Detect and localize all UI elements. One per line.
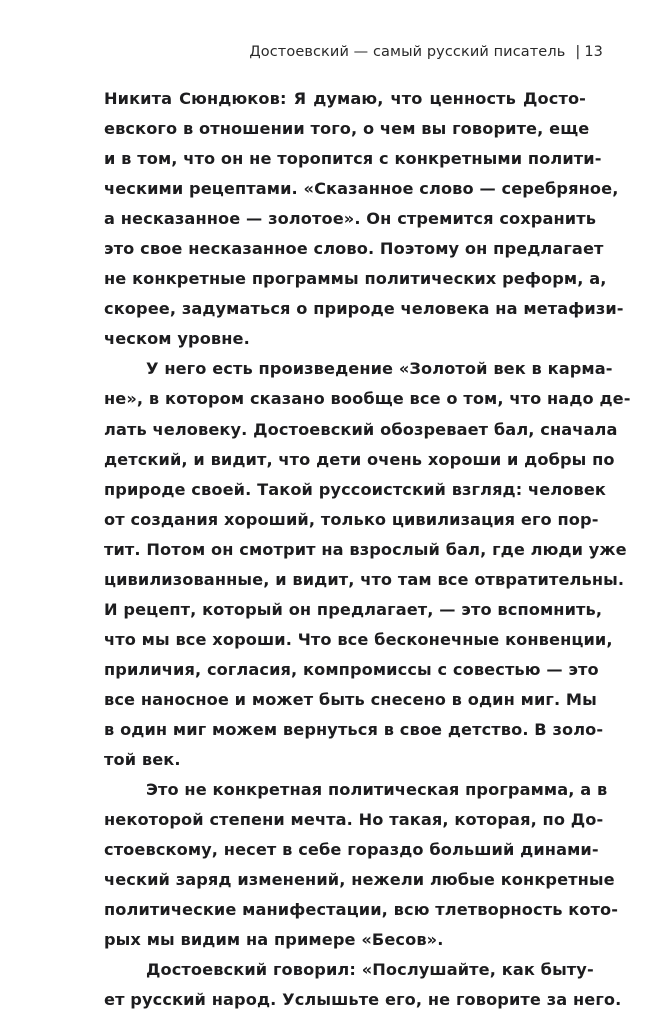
text-line: детский, и видит, что дети очень хороши и добры по [104, 449, 615, 469]
text-line: природе своей. Такой руссоистский взгляд: человек [104, 479, 607, 499]
main-text [104, 84, 631, 1015]
text-line: политические манифестации, всю тлетворность кото- [104, 900, 619, 920]
text-line: ческими рецептами. «Сказанное слово — серебряное, [104, 179, 619, 199]
text-line: приличия, согласия, компромиссы с совестью — это [104, 659, 599, 679]
text-line: некоторой степени мечта. Но такая, которая, по До- [104, 810, 604, 830]
text-line: скорее, задуматься о природе человека на метафизи- [104, 299, 624, 319]
text-line: тит. Потом он смотрит на взрослый бал, где люди уже [104, 539, 627, 559]
text-line: ческом уровне. [104, 329, 250, 349]
running-title: Достоевский — самый русский писатель [249, 44, 566, 60]
header-separator: | [575, 44, 581, 60]
text-line: У него есть произведение «Золотой век в карма- [146, 359, 613, 379]
text-line: Никита Сюндюков: Я думаю, что ценность Досто- [104, 89, 586, 108]
text-line: что мы все хороши. Что все бесконечные конвенции, [104, 629, 613, 649]
text-line: не», в котором сказано вообще все о том, что надо де- [104, 389, 631, 409]
running-header [249, 44, 603, 60]
text-line: и в том, что он не торопится с конкретными полити- [104, 149, 602, 169]
text-line: от создания хороший, только цивилизация его пор- [104, 509, 599, 529]
text-line: цивилизованные, и видит, что там все отвратительны. [104, 569, 625, 589]
text-line: ет русский народ. Услышьте его, не говорите за него. [104, 990, 622, 1010]
text-line: все наносное и может быть снесено в один миг. Мы [104, 689, 597, 709]
text-line: лать человеку. Достоевский обозревает бал, сначала [104, 419, 618, 439]
text-line: это свое несказанное слово. Поэтому он предлагает [104, 239, 604, 259]
text-line: а несказанное — золотое». Он стремится сохранить [104, 209, 597, 229]
page-number: 13 [584, 44, 603, 60]
text-line: ческий заряд изменений, нежели любые конкретные [104, 870, 615, 890]
text-line: Достоевский говорил: «Послушайте, как быту- [146, 960, 594, 980]
text-line: И рецепт, который он предлагает, — это вспомнить, [104, 599, 603, 619]
text-line: Это не конкретная политическая программа, а в [146, 780, 608, 800]
text-line: рых мы видим на примере «Бесов». [104, 930, 444, 950]
text-line: в один миг можем вернуться в свое детство. В золо- [104, 719, 604, 739]
text-line: не конкретные программы политических реформ, а, [104, 269, 607, 289]
text-line: стоевскому, несет в себе гораздо больший динами- [104, 840, 599, 860]
text-line: евского в отношении того, о чем вы говорите, еще [104, 119, 590, 139]
text-line: той век. [104, 750, 181, 770]
